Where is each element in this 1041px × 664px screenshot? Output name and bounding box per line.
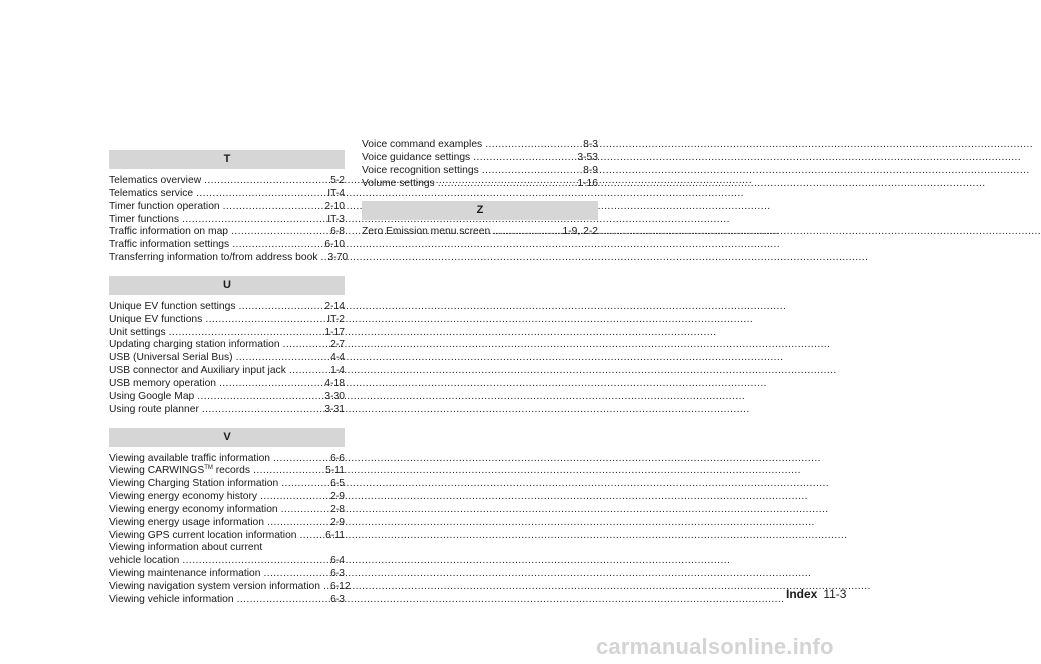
page-number: 11-3: [823, 587, 847, 601]
index-entry: Viewing CARWINGS™ records ..... 5-11: [109, 465, 345, 478]
footer-label: Index: [786, 587, 818, 601]
index-entry: Voice recognition settings ..... 8-9: [362, 165, 598, 178]
index-entry: USB (Universal Serial Bus) ..... 4-4: [109, 352, 345, 365]
index-entry: Using Google Map ..... 3-30: [109, 391, 345, 404]
trademark-superscript: TM: [204, 465, 213, 472]
index-entry: Viewing navigation system version information ..... 6-12: [109, 581, 345, 594]
index-entry: Voice command examples ..... 8-3: [362, 139, 598, 152]
index-entry-line1: Viewing information about current: [109, 542, 263, 554]
section-header-v: V: [109, 428, 345, 447]
index-entry: Timer function operation ..... 2-10: [109, 201, 345, 214]
index-entry: Viewing energy usage information ..... 2-9: [109, 517, 345, 530]
index-entry: Viewing energy economy history ..... 2-9: [109, 491, 345, 504]
section-header-t: T: [109, 150, 345, 169]
index-column-left: [109, 150, 351, 607]
index-entry: Volume settings ..... 1-16: [362, 178, 598, 191]
index-entry: Updating charging station information ..... 2-7: [109, 339, 345, 352]
index-entry: Viewing GPS current location information ..... 6-11: [109, 530, 345, 543]
index-entry: Unique EV function settings ..... 2-14: [109, 301, 345, 314]
index-entry: Telematics overview ..... 5-2: [109, 175, 345, 188]
index-entry: USB connector and Auxiliary input jack ..... 1-4: [109, 365, 345, 378]
index-entry: Using route planner ..... 3-31: [109, 404, 345, 417]
index-entry: Voice guidance settings ..... 3-53: [362, 152, 598, 165]
index-entry: Zero Emission menu screen ..... 1-9, 2-2: [362, 226, 598, 239]
watermark: carmanualsonline.info: [596, 634, 834, 659]
index-entry: Viewing available traffic information ..... 6-6: [109, 453, 345, 466]
index-entry: Traffic information on map ..... 6-8: [109, 226, 345, 239]
section-header-z: Z: [362, 201, 598, 220]
section-header-u: U: [109, 276, 345, 295]
index-column-right: [362, 139, 598, 239]
index-entry: vehicle location ..... 6-4: [109, 555, 345, 568]
index-entry: Traffic information settings ..... 6-10: [109, 239, 345, 252]
index-entry: Viewing energy economy information ..... 2-8: [109, 504, 345, 517]
index-entry: Transferring information to/from address book ..... 3-70: [109, 252, 345, 265]
index-entry: Viewing maintenance information ..... 6-3: [109, 568, 345, 581]
index-entry: Unit settings ..... 1-17: [109, 327, 345, 340]
index-entry: Viewing Charging Station information ..... 6-5: [109, 478, 345, 491]
index-entry: Timer functions ..... IT-3: [109, 214, 345, 227]
index-entry: USB memory operation ..... 4-18: [109, 378, 345, 391]
index-entry: Telematics service ..... IT-4: [109, 188, 345, 201]
index-entry: Unique EV functions ..... IT-2: [109, 314, 345, 327]
index-entry: Viewing vehicle information ..... 6-3: [109, 594, 345, 607]
page-footer: [786, 587, 846, 601]
